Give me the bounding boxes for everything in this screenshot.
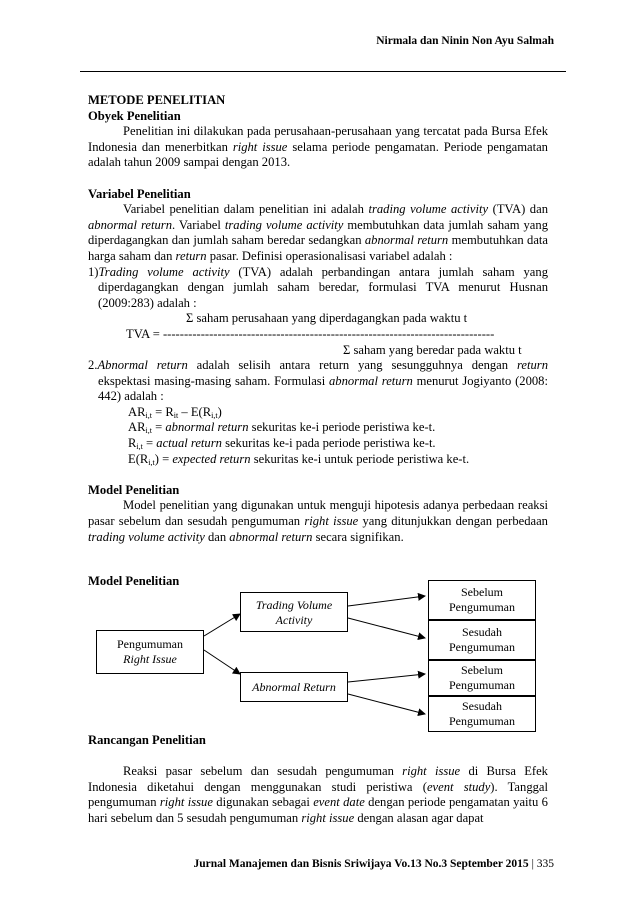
box-ar-sesudah: Sesudah Pengumuman bbox=[428, 696, 536, 732]
ar-definition: $AR_{i,t}$ = abnormal return sekuritas ke-i periode peristiwa ke-t. bbox=[128, 420, 436, 436]
box-tva-sesudah: Sesudah Pengumuman bbox=[428, 620, 536, 660]
ar-formula: $AR_{i,t} = R_{it} - E(R_{i,t})$ bbox=[128, 404, 222, 420]
arrow-tva-sesudah bbox=[348, 618, 425, 638]
arrow-ar-sesudah bbox=[348, 694, 425, 714]
box-pengumuman-right-issue: Pengumuman Right Issue bbox=[96, 630, 204, 674]
arrow-tva-sebelum bbox=[348, 596, 425, 606]
arrow-to-ar bbox=[204, 650, 240, 674]
r-definition: $R_{i,t}$ = actual return sekuritas ke-i pada periode peristiwa ke-t. bbox=[128, 436, 436, 452]
page-number: | 335 bbox=[531, 858, 554, 870]
tva-fraction-line: TVA = ------------------------------------------------------------------------------- bbox=[126, 326, 495, 341]
obyek-paragraph: Penelitian ini dilakukan pada perusahaan-perusahaan yang tercatat pada Bursa Efek Indonesia dan menerbitkan right issue selama periode pengamatan. Periode pengamatan adalah tahun 2009 sampai dengan 2013. bbox=[88, 124, 548, 170]
box-trading-volume-activity: Trading Volume Activity bbox=[240, 592, 348, 632]
variabel-item-2: 2.Abnormal return adalah selisih antara return yang sesungguhnya dengan return ekspektasi masing-masing saham. Formulasi abnormal return menurut Jogiyanto (2008: 442) adalah : bbox=[88, 358, 548, 404]
running-header-author: Nirmala dan Ninin Non Ayu Salmah bbox=[376, 35, 554, 47]
running-footer bbox=[193, 857, 554, 873]
model-heading: Model Penelitian bbox=[88, 482, 180, 497]
arrow-to-tva bbox=[204, 614, 240, 636]
model-diagram-heading: Model Penelitian bbox=[88, 574, 180, 588]
box-abnormal-return: Abnormal Return bbox=[240, 672, 348, 702]
header-rule bbox=[80, 71, 566, 72]
main-text bbox=[88, 93, 548, 545]
arrow-ar-sebelum bbox=[348, 674, 425, 682]
variabel-paragraph: Variabel penelitian dalam penelitian ini adalah trading volume activity (TVA) dan abnormal return. Variabel trading volume activity membutuhkan data jumlah saham yang diperdagangkan dan jumlah saham beredar sedangkan abnormal return membutuhkan data harga saham dan return pasar. Definisi operasionalisasi variabel adalah : bbox=[88, 202, 548, 263]
tva-numerator: Σ saham perusahaan yang diperdagangkan pada waktu t bbox=[186, 311, 468, 326]
box-tva-sebelum: Sebelum Pengumuman bbox=[428, 580, 536, 620]
variabel-item-1: 1)Trading volume activity (TVA) adalah perbandingan antara jumlah saham yang diperdagangkan dengan jumlah saham beredar, formulasi TVA menurut Husnan (2009:283) adalah : bbox=[88, 264, 548, 310]
er-definition: $E(R_{i,t})$ = expected return sekuritas ke-i untuk periode peristiwa ke-t. bbox=[128, 451, 470, 467]
obyek-heading: Obyek Penelitian bbox=[88, 108, 181, 123]
tva-denominator: Σ saham yang beredar pada waktu t bbox=[343, 342, 522, 357]
section-title: METODE PENELITIAN bbox=[88, 93, 226, 107]
footer-journal: Jurnal Manajemen dan Bisnis Sriwijaya Vo.13 No.3 September 2015 bbox=[193, 858, 529, 870]
rancangan-paragraph: Reaksi pasar sebelum dan sesudah pengumuman right issue di Bursa Efek Indonesia diketahui dengan menggunakan studi peristiwa (event study). Tanggal pengumuman right issue digunakan sebagai event date dengan periode pengamatan yaitu 6 hari sebelum dan 5 sesudah pengumuman right issue dengan alasan agar dapat bbox=[88, 764, 549, 825]
research-model-diagram bbox=[88, 574, 558, 734]
box-ar-sebelum: Sebelum Pengumuman bbox=[428, 660, 536, 696]
rancangan-section bbox=[88, 733, 548, 827]
rancangan-heading: Rancangan Penelitian bbox=[88, 733, 206, 747]
variabel-heading: Variabel Penelitian bbox=[88, 186, 191, 201]
model-paragraph: Model penelitian yang digunakan untuk menguji hipotesis adanya perbedaan reaksi pasar sebelum dan sesudah pengumuman right issue yang ditunjukkan dengan perbedaan trading volume activity dan abnormal return secara signifikan. bbox=[88, 498, 548, 544]
